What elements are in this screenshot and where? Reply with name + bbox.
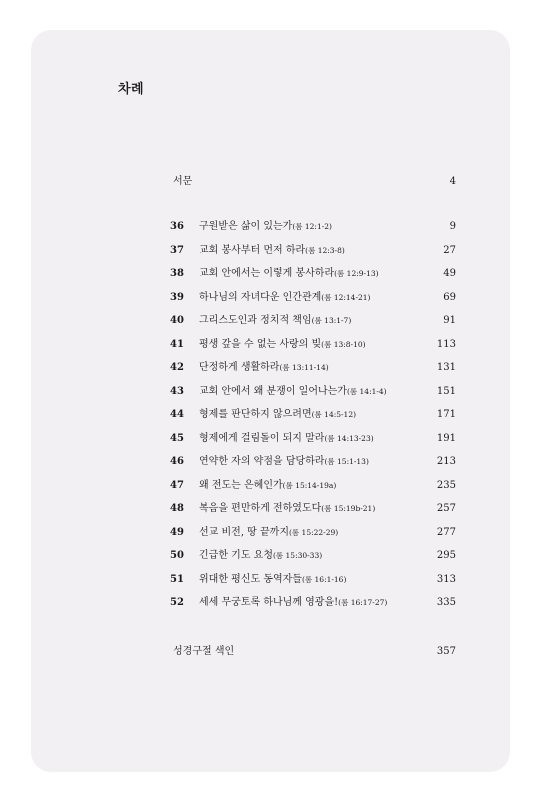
toc-entry-row[interactable] [170, 454, 456, 470]
toc-entry-text [199, 219, 332, 235]
toc-entry-row[interactable] [170, 384, 456, 400]
toc-entry-title: 세세 무궁토록 하나님께 영광을! [199, 597, 339, 608]
toc-entry-row[interactable] [170, 407, 456, 423]
toc-entry-title: 단정하게 생활하라 [199, 362, 280, 373]
toc-entry-page: 213 [436, 456, 456, 467]
toc-entry-reference: (롬 12:1-2) [292, 222, 332, 231]
book-page [31, 30, 510, 772]
toc-entry-reference: (롬 16:1-16) [301, 574, 347, 584]
toc-entry-row[interactable] [170, 525, 456, 541]
toc-entry-text [199, 548, 322, 564]
toc-entry-reference: (롬 14:13-23) [324, 433, 374, 443]
toc-entry-number: 44 [170, 409, 184, 420]
toc-entry-page: 277 [436, 526, 456, 538]
toc-entry-page: 295 [436, 550, 456, 561]
toc-entry-row[interactable] [170, 431, 456, 447]
toc-index-page: 357 [436, 646, 456, 657]
toc-entry-reference: (롬 15:14-19a) [282, 480, 337, 490]
toc-entry-page: 91 [443, 315, 456, 326]
toc-entry-page: 131 [436, 362, 456, 373]
toc-index-title: 성경구절 색인 [173, 646, 235, 657]
toc-entry-text [199, 313, 351, 329]
toc-entry-title: 위대한 평신도 동역자들 [199, 573, 302, 585]
toc-entry-text [199, 431, 374, 447]
toc-entry-number: 52 [170, 597, 184, 608]
toc-entry-number: 49 [170, 526, 184, 538]
toc-entry-text [199, 266, 379, 282]
toc-entry-page: 69 [443, 291, 456, 303]
toc-entry-title: 평생 갚을 수 없는 사랑의 빚 [199, 338, 322, 350]
toc-entry-number: 46 [170, 456, 184, 467]
toc-entry-text [199, 290, 370, 306]
toc-entry-title: 형제에게 걸림돌이 되지 말라 [199, 432, 325, 444]
toc-entry-row[interactable] [170, 290, 456, 306]
toc-preface-title: 서문 [173, 176, 193, 187]
toc-entry-row[interactable] [170, 548, 456, 564]
toc-entry-number: 40 [170, 315, 184, 326]
toc-entry-reference: (롬 14:1-4) [346, 386, 387, 396]
toc-entry-title: 선교 비전, 땅 끝까지 [199, 526, 289, 538]
toc-entry-page: 235 [436, 479, 456, 491]
toc-entry-row[interactable] [170, 337, 456, 353]
toc-entry-title: 그리스도인과 정치적 책임 [199, 315, 312, 326]
toc-entry-page: 335 [436, 597, 456, 608]
toc-entry-text [199, 501, 375, 517]
toc-entry-title: 교회 안에서 왜 분쟁이 일어나는가 [199, 385, 347, 397]
toc-entry-title: 왜 전도는 은혜인가 [199, 479, 283, 491]
toc-entry-row[interactable] [170, 313, 456, 329]
toc-entry-reference: (롬 15:1-13) [324, 457, 369, 466]
toc-entry-title: 교회 안에서는 이렇게 봉사하라 [199, 268, 335, 279]
toc-entry-number: 51 [170, 573, 184, 585]
toc-entry-number: 48 [170, 503, 184, 514]
toc-entry-page: 151 [436, 385, 456, 397]
toc-entry-title: 하나님의 자녀다운 인간관계 [199, 291, 322, 303]
toc-entry-reference: (롬 12:14-21) [321, 292, 371, 302]
toc-entry-number: 42 [170, 362, 184, 373]
toc-preface-page: 4 [449, 176, 456, 187]
toc-entry-text [199, 243, 345, 259]
toc-entry-text [199, 525, 338, 541]
toc-entry-number: 45 [170, 432, 184, 444]
toc-entry-title: 긴급한 기도 요청 [199, 550, 273, 561]
toc-entry-title: 연약한 자의 약점을 담당하라 [199, 456, 325, 467]
toc-entry-row[interactable] [170, 478, 456, 494]
toc-entry-text [199, 595, 387, 611]
toc-entry-title: 복음을 편만하게 전하였도다 [199, 503, 322, 514]
toc-entry-text [199, 360, 329, 376]
toc-entry-row[interactable] [170, 595, 456, 611]
toc-entry-row[interactable] [170, 572, 456, 588]
toc-entry-page: 9 [449, 221, 456, 232]
toc-entry-reference: (롬 12:3-8) [305, 245, 345, 255]
toc-entry-page: 313 [436, 573, 456, 585]
toc-entry-number: 47 [170, 479, 184, 491]
toc-entry-number: 50 [170, 550, 184, 561]
toc-entry-page: 49 [443, 268, 456, 279]
toc-heading: 차례 [118, 82, 145, 97]
toc-entry-title: 구원받은 삶이 있는가 [199, 221, 293, 232]
toc-entry-page: 113 [436, 338, 456, 350]
toc-entry-number: 36 [170, 221, 184, 232]
toc-entry-number: 37 [170, 244, 184, 256]
toc-entry-text [199, 572, 346, 588]
toc-entry-title: 교회 봉사부터 먼저 하라 [199, 244, 306, 256]
toc-entry-text [199, 407, 356, 423]
toc-preface-row[interactable] [170, 174, 456, 190]
toc-entry-reference: (롬 16:17-27) [338, 598, 388, 607]
toc-entry-reference: (롬 12:9-13) [334, 269, 379, 278]
toc-entry-text [199, 454, 369, 470]
toc-entry-page: 257 [436, 503, 456, 514]
toc-entry-reference: (롬 15:30-33) [272, 551, 323, 560]
toc-entry-text [199, 337, 366, 353]
toc-entry-reference: (롬 15:19b-21) [321, 504, 376, 513]
toc-entry-reference: (롬 13:8-10) [321, 339, 366, 349]
toc-entry-row[interactable] [170, 266, 456, 282]
toc-entry-reference: (롬 13:1-7) [311, 316, 352, 325]
toc-entry-number: 41 [170, 338, 184, 350]
toc-entry-row[interactable] [170, 360, 456, 376]
toc-entry-row[interactable] [170, 501, 456, 517]
toc-entry-page: 27 [443, 244, 456, 256]
toc-entry-reference: (롬 13:11-14) [279, 363, 329, 372]
toc-entry-title: 형제를 판단하지 않으려면 [199, 409, 312, 420]
toc-entry-page: 171 [436, 409, 456, 420]
toc-entry-number: 39 [170, 291, 184, 303]
toc-entry-page: 191 [436, 432, 456, 444]
toc-entry-reference: (롬 15:22-29) [289, 527, 339, 537]
toc-entry-number: 43 [170, 385, 184, 397]
toc-entry-row[interactable] [170, 243, 456, 259]
toc-entry-row[interactable] [170, 219, 456, 235]
toc-entry-text [199, 384, 387, 400]
toc-entry-number: 38 [170, 268, 184, 279]
toc-index-row[interactable] [170, 644, 456, 660]
toc-entry-text [199, 478, 336, 494]
toc-entry-reference: (롬 14:5-12) [311, 410, 357, 419]
